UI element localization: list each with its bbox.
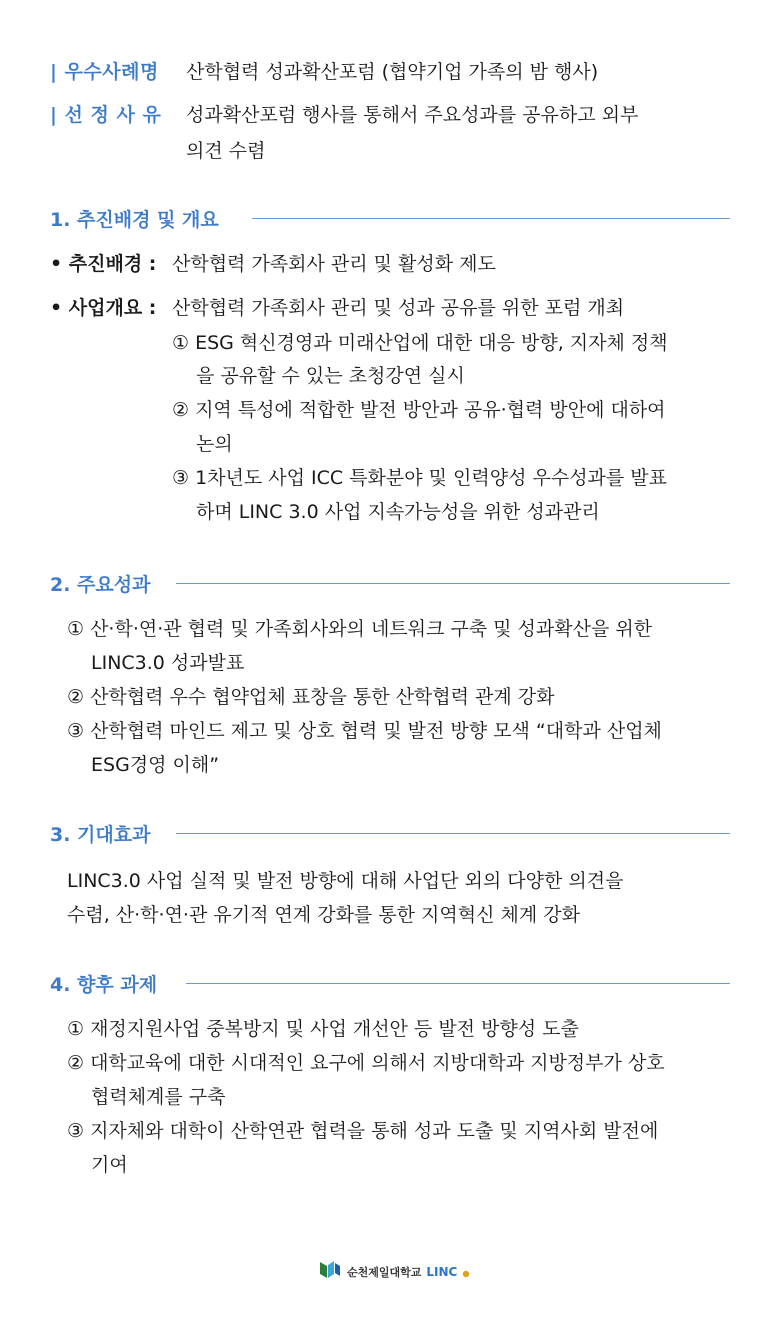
overview-item-2-line2: 논의 bbox=[196, 433, 233, 455]
task-item-2-line1: ② 대학교육에 대한 시대적인 요구에 의해서 지방대학과 지방정부가 상호 bbox=[67, 1052, 665, 1074]
background-label: • 추진배경 : bbox=[50, 253, 157, 275]
overview-item-2-line1: ② 지역 특성에 적합한 발전 방안과 공유·협력 방안에 대하여 bbox=[172, 399, 666, 421]
result-item-2-line1: ② 산학협력 우수 협약업체 표창을 통한 산학협력 관계 강화 bbox=[67, 686, 555, 708]
section2-rule bbox=[176, 583, 730, 584]
expected-effect-line1: LINC3.0 사업 실적 및 발전 방향에 대해 사업단 외의 다양한 의견을 bbox=[67, 870, 624, 892]
section1-rule bbox=[252, 218, 730, 219]
linc-dot-icon bbox=[462, 1263, 470, 1282]
reason-value-line1: 성과확산포럼 행사를 통해서 주요성과를 공유하고 외부 bbox=[186, 104, 639, 126]
task-item-2-line2: 협력체계를 구축 bbox=[91, 1086, 226, 1108]
reason-value-line2: 의견 수렴 bbox=[186, 140, 266, 162]
reason-label: | 선 정 사 유 bbox=[50, 104, 162, 126]
overview-text: 산학협력 가족회사 관리 및 성과 공유를 위한 포럼 개최 bbox=[172, 297, 625, 319]
task-item-3-line2: 기여 bbox=[91, 1154, 128, 1176]
result-item-1-line2: LINC3.0 성과발표 bbox=[91, 652, 245, 674]
expected-effect-line2: 수렴, 산·학·연·관 유기적 연계 강화를 통한 지역혁신 체계 강화 bbox=[67, 904, 580, 926]
case-label: | 우수사례명 bbox=[50, 61, 159, 83]
background-text: 산학협력 가족회사 관리 및 활성화 제도 bbox=[172, 253, 496, 275]
university-name: 순천제일대학교 bbox=[347, 1266, 422, 1279]
section4-title: 4. 향후 과제 bbox=[50, 974, 158, 996]
section3-rule bbox=[176, 833, 730, 834]
section2-title: 2. 주요성과 bbox=[50, 574, 151, 596]
overview-item-1-line1: ① ESG 혁신경영과 미래산업에 대한 대응 방향, 지자체 정책 bbox=[172, 332, 668, 354]
section1-title: 1. 추진배경 및 개요 bbox=[50, 209, 219, 231]
section4-rule bbox=[186, 983, 730, 984]
overview-item-1-line2: 을 공유할 수 있는 초청강연 실시 bbox=[196, 365, 465, 387]
result-item-1-line1: ① 산·학·연·관 협력 및 가족회사와의 네트워크 구축 및 성과확산을 위한 bbox=[67, 618, 653, 640]
university-emblem-icon bbox=[318, 1260, 342, 1284]
case-value: 산학협력 성과확산포럼 (협약기업 가족의 밤 행사) bbox=[186, 61, 599, 83]
section3-title: 3. 기대효과 bbox=[50, 824, 151, 846]
overview-item-3-line2: 하며 LINC 3.0 사업 지속가능성을 위한 성과관리 bbox=[196, 501, 600, 523]
overview-item-3-line1: ③ 1차년도 사업 ICC 특화분야 및 인력양성 우수성과를 발표 bbox=[172, 467, 668, 489]
task-item-3-line1: ③ 지자체와 대학이 산학연관 협력을 통해 성과 도출 및 지역사회 발전에 bbox=[67, 1120, 659, 1142]
linc-logo-text: LINC bbox=[426, 1265, 458, 1279]
footer-logo bbox=[318, 1262, 470, 1282]
overview-label: • 사업개요 : bbox=[50, 297, 157, 319]
result-item-3-line2: ESG경영 이해” bbox=[91, 754, 220, 776]
task-item-1-line1: ① 재정지원사업 중복방지 및 사업 개선안 등 발전 방향성 도출 bbox=[67, 1018, 579, 1040]
result-item-3-line1: ③ 산학협력 마인드 제고 및 상호 협력 및 발전 방향 모색 “대학과 산업체 bbox=[67, 720, 662, 742]
